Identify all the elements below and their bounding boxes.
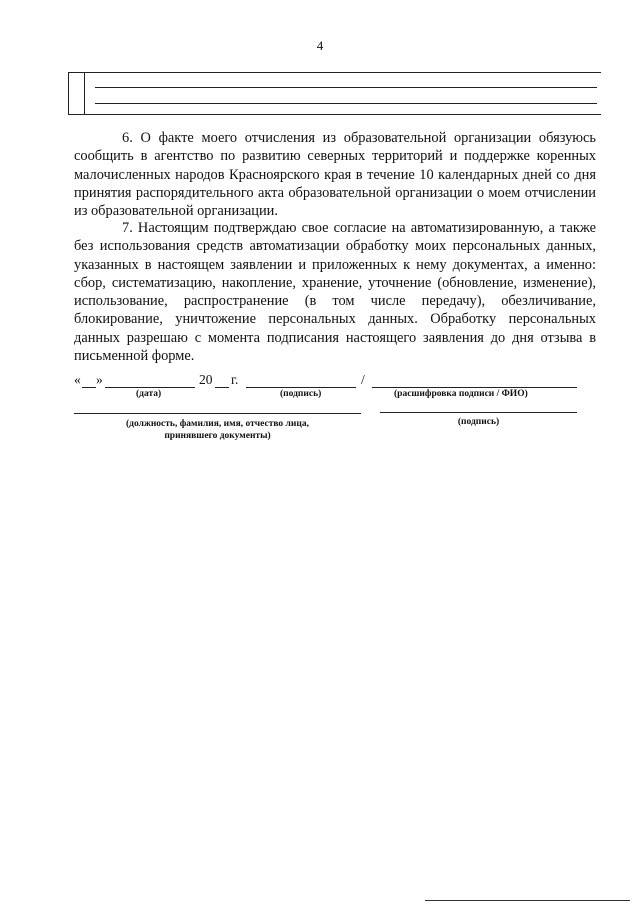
paragraph-6: 6. О факте моего отчисления из образовательной организации обязуюсь сообщить в агентство по развитию северных территорий и поддержке коренных малочисленных народов Красноярского края в течение 10 календарных дней со дня принятия распорядительного акта образовательной организации о моем отчислении из образовательной организации. <box>74 130 596 220</box>
signature-decoding-label: (расшифровка подписи / ФИО) <box>394 389 528 399</box>
official-position-line[interactable] <box>74 413 361 414</box>
official-signature-line[interactable] <box>380 412 577 413</box>
paragraph-7: 7. Настоящим подтверждаю свое согласие на автоматизированную, а также без использования средств автоматизации обработку моих персональных данных, указанных в настоящем заявлении и приложенных к нему документах, а именно: сбор, систематизацию, накопление, хранение, уточнение (обновление, изменение), использование, распространение (в том числе передачу), обезличивание, блокирование, уничтожение персональных данных. Обработку персональных данных разрешаю с момента подписания настоящего заявления до дня отзыва в письменной форме. <box>74 220 596 365</box>
year-field[interactable] <box>215 373 229 388</box>
page-number: 4 <box>316 38 324 53</box>
table-fill-line <box>95 87 597 88</box>
official-position-label-line-2: принявшего документы) <box>164 431 271 441</box>
bottom-rule <box>425 900 630 901</box>
year-suffix: г. <box>231 372 239 387</box>
day-field[interactable] <box>82 373 96 388</box>
signature-label: (подпись) <box>280 389 322 399</box>
signature-decoding-field[interactable] <box>372 373 577 388</box>
official-position-label <box>74 418 361 442</box>
official-signature-label: (подпись) <box>457 417 500 427</box>
year-prefix: 20 <box>199 372 213 387</box>
month-field[interactable] <box>105 373 195 388</box>
table-fill-line <box>95 103 597 104</box>
signature-field[interactable] <box>246 373 356 388</box>
table-column-divider <box>84 73 85 114</box>
signature-row <box>74 372 584 390</box>
date-label: (дата) <box>136 389 162 399</box>
table-fragment <box>68 72 601 115</box>
quote-open: « <box>74 372 81 387</box>
slash: / <box>361 372 365 387</box>
quote-close: » <box>96 372 103 387</box>
official-position-label-line-1: (должность, фамилия, имя, отчество лица, <box>126 419 309 429</box>
